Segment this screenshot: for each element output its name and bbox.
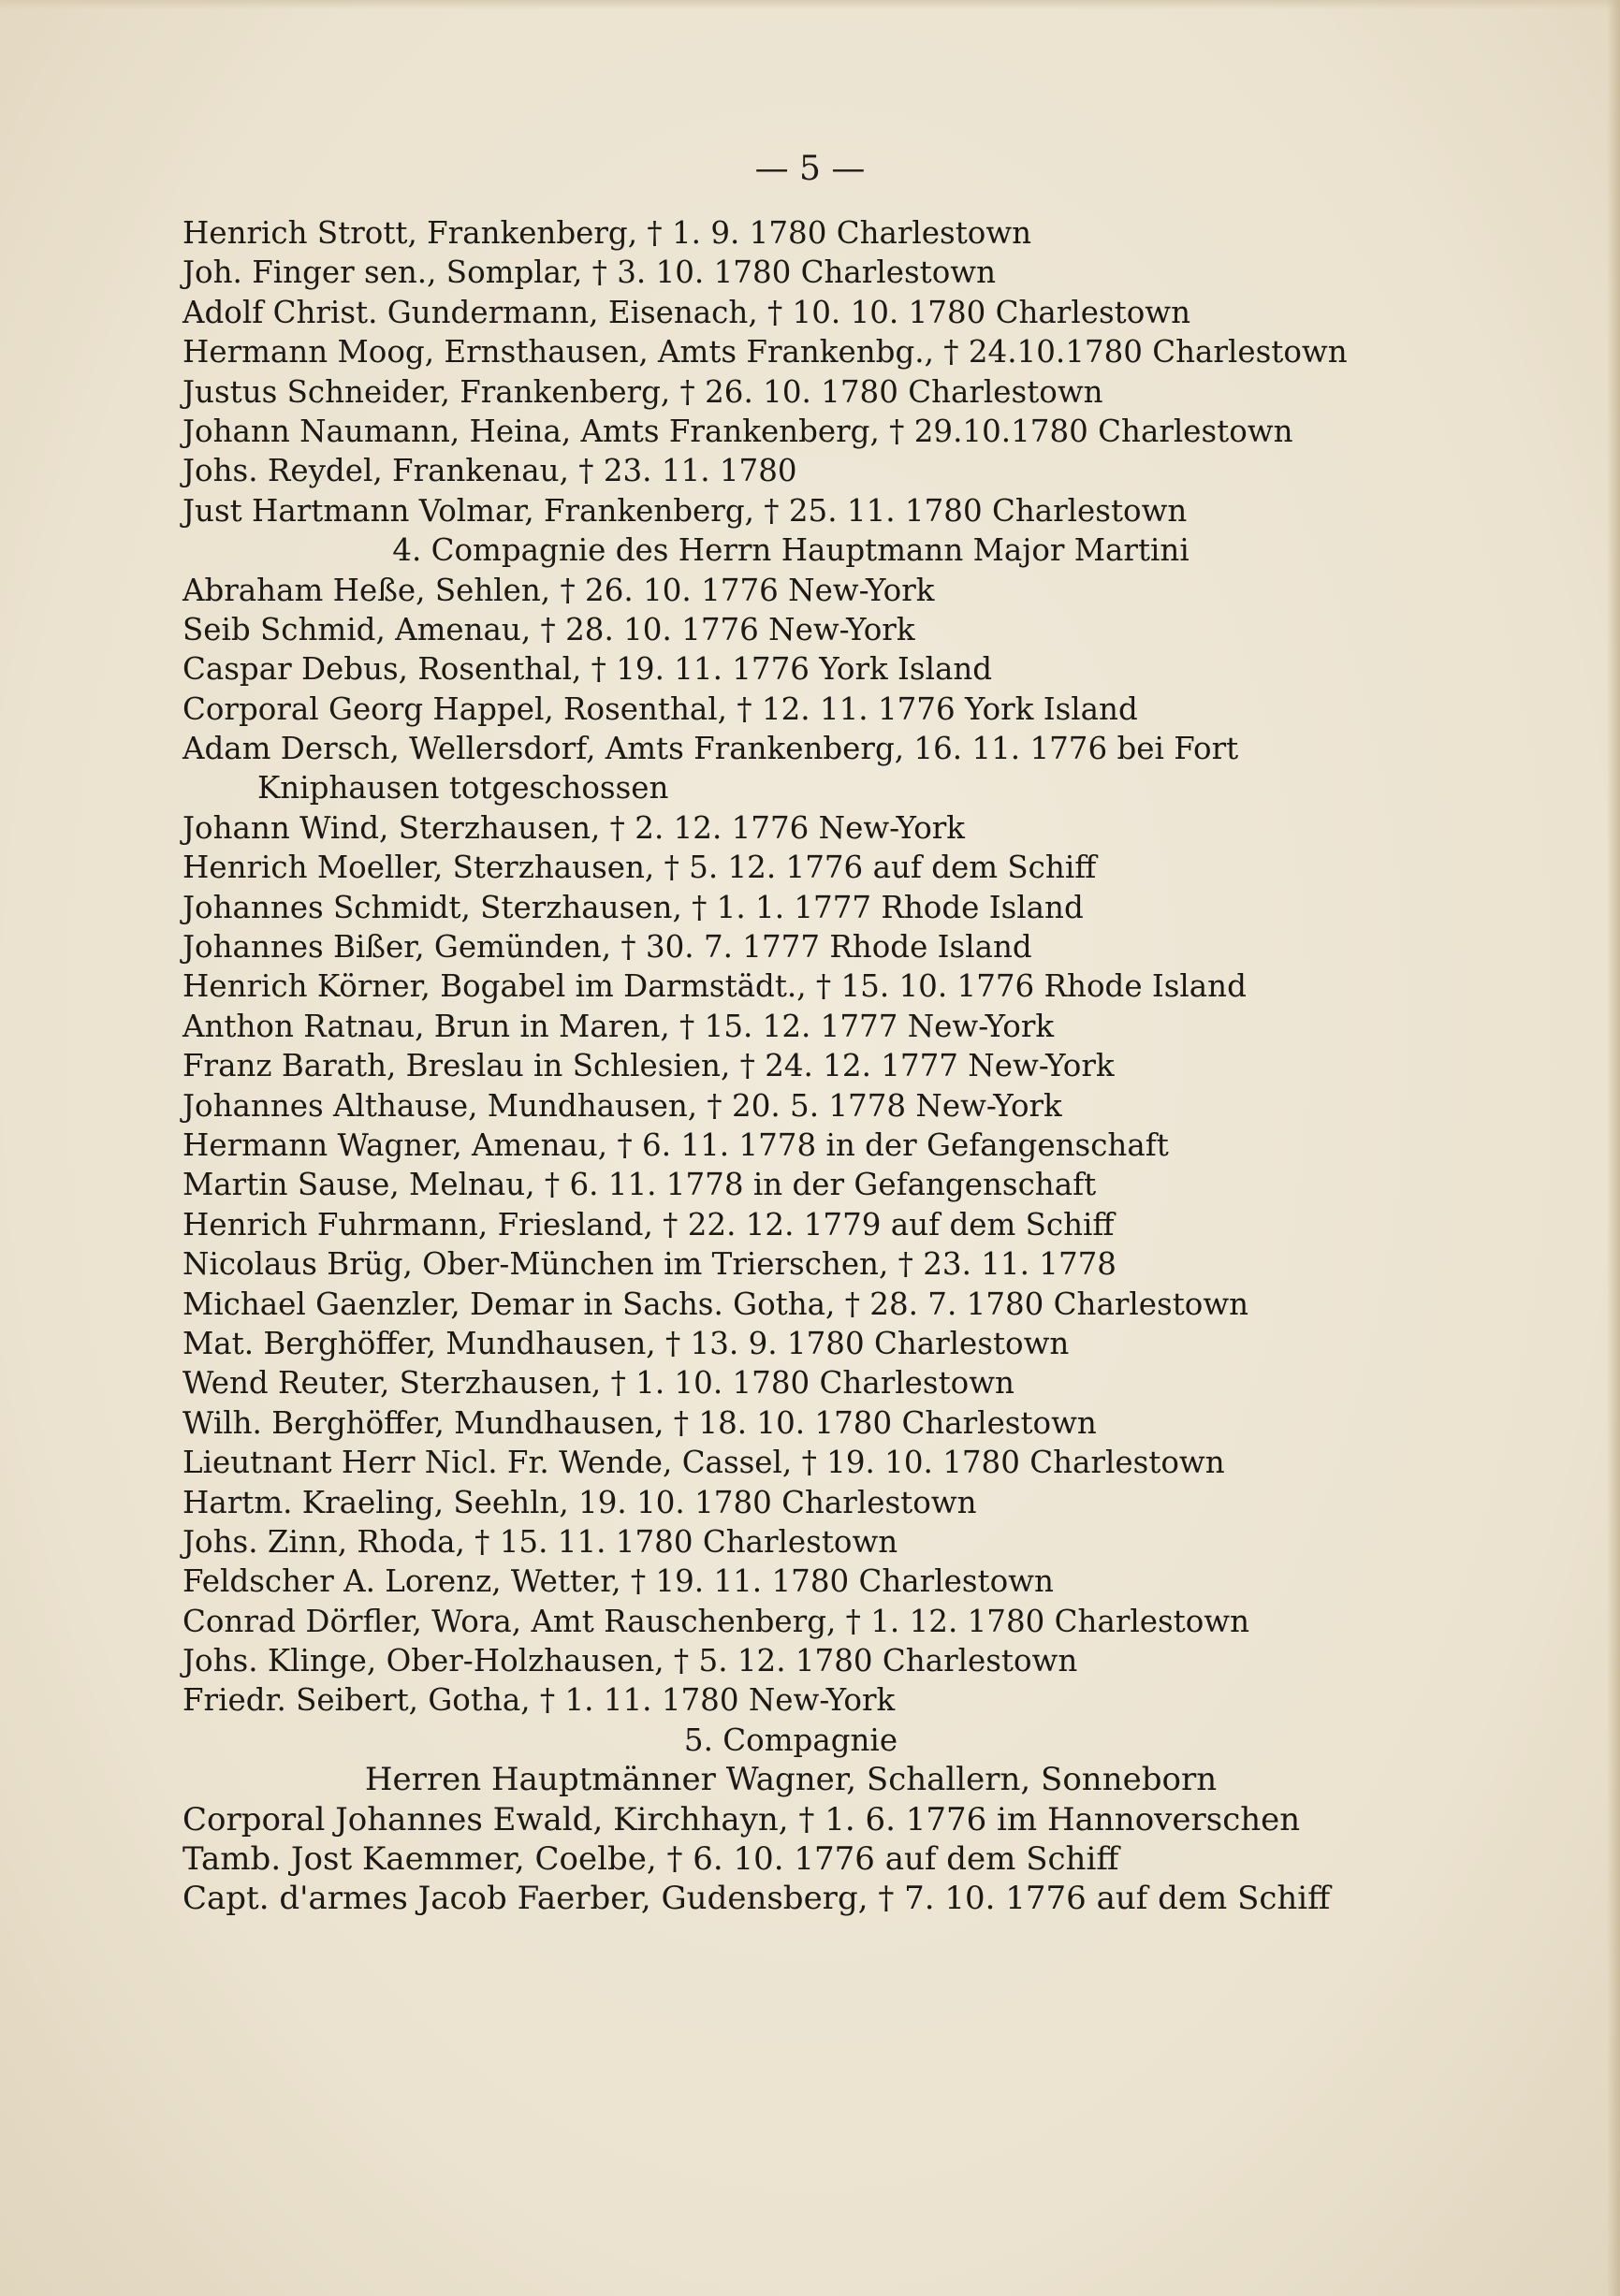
roster-entry: Henrich Strott, Frankenberg, † 1. 9. 1780 Charlestown [182,215,1032,251]
roster-entry: Johannes Bißer, Gemünden, † 30. 7. 1777 Rhode Island [182,929,1032,966]
roster-entry: Abraham Heße, Sehlen, † 26. 10. 1776 New-York [182,572,935,608]
roster-entry: Johannes Schmidt, Sterzhausen, † 1. 1. 1777 Rhode Island [182,889,1084,925]
roster-entry: Adam Dersch, Wellersdorf, Amts Frankenberg, 16. 11. 1776 bei Fort [182,731,1239,767]
roster-entry: Corporal Johannes Ewald, Kirchhayn, † 1. 6. 1776 im Hannoverschen [182,1800,1301,1838]
roster-entry: Martin Sause, Melnau, † 6. 11. 1778 in der Gefangenschaft [182,1167,1097,1203]
roster-entry: Friedr. Seibert, Gotha, † 1. 11. 1780 New-York [182,1682,896,1719]
roster-entry: Joh. Finger sen., Somplar, † 3. 10. 1780 Charlestown [182,254,997,291]
roster-entry: Johs. Klinge, Ober-Holzhausen, † 5. 12. 1780 Charlestown [182,1643,1078,1679]
roster-entry: Lieutnant Herr Nicl. Fr. Wende, Cassel, † 19. 10. 1780 Charlestown [182,1445,1225,1481]
roster-entry: Henrich Moeller, Sterzhausen, † 5. 12. 1776 auf dem Schiff [182,850,1097,886]
roster-entry: Anthon Ratnau, Brun in Maren, † 15. 12. 1777 New-York [182,1008,1055,1044]
roster-entry: Mat. Berghöffer, Mundhausen, † 13. 9. 1780 Charlestown [182,1325,1070,1361]
roster-entry: Johann Wind, Sterzhausen, † 2. 12. 1776 New-York [182,809,965,846]
roster-entry: Feldscher A. Lorenz, Wetter, † 19. 11. 1780 Charlestown [182,1563,1054,1600]
page-number: — 5 — [754,150,866,188]
roster-entry: Johannes Althause, Mundhausen, † 20. 5. 1778 New-York [182,1087,1062,1124]
roster-text [182,213,1399,1919]
roster-entry: Michael Gaenzler, Demar in Sachs. Gotha, † 28. 7. 1780 Charlestown [182,1286,1249,1322]
roster-entry: Henrich Körner, Bogabel im Darmstädt., † 15. 10. 1776 Rhode Island [182,968,1247,1005]
roster-entry: Franz Barath, Breslau in Schlesien, † 24. 12. 1777 New-York [182,1048,1115,1084]
roster-entry: Nicolaus Brüg, Ober-München im Trierschen, † 23. 11. 1778 [182,1246,1116,1283]
roster-entry: Caspar Debus, Rosenthal, † 19. 11. 1776 York Island [182,651,993,688]
roster-entry: Johann Naumann, Heina, Amts Frankenberg, † 29.10.1780 Charlestown [182,413,1293,449]
roster-entry: Hermann Moog, Ernsthausen, Amts Frankenbg., † 24.10.1780 Charlestown [182,334,1348,371]
roster-entry: Wilh. Berghöffer, Mundhausen, † 18. 10. 1780 Charlestown [182,1404,1097,1441]
roster-entry: Henrich Fuhrmann, Friesland, † 22. 12. 1779 auf dem Schiff [182,1206,1115,1242]
roster-entry: Hartm. Kraeling, Seehln, 19. 10. 1780 Charlestown [182,1484,977,1520]
page-edge-top [0,0,1620,9]
company-5-heading: 5. Compagnie [683,1722,898,1758]
roster-entry: Johs. Zinn, Rhoda, † 15. 11. 1780 Charlestown [182,1523,898,1560]
roster-entry: Tamb. Jost Kaemmer, Coelbe, † 6. 10. 1776 auf dem Schiff [182,1840,1119,1879]
roster-entry: Seib Schmid, Amenau, † 28. 10. 1776 New-York [182,611,915,647]
company-4-heading: 4. Compagnie des Herrn Hauptmann Major Martini [392,532,1189,569]
roster-entry: Just Hartmann Volmar, Frankenberg, † 25. 11. 1780 Charlestown [182,492,1188,529]
roster-entry: Wend Reuter, Sterzhausen, † 1. 10. 1780 Charlestown [182,1365,1014,1402]
page-edge-right [1607,0,1620,2296]
roster-entry: Corporal Georg Happel, Rosenthal, † 12. 11. 1776 York Island [182,690,1138,727]
roster-entry: Conrad Dörfler, Wora, Amt Rauschenberg, † 1. 12. 1780 Charlestown [182,1603,1250,1639]
roster-entry-continuation: Kniphausen totgeschossen [257,770,669,807]
roster-entry: Hermann Wagner, Amenau, † 6. 11. 1778 in der Gefangenschaft [182,1126,1169,1163]
roster-entry: Johs. Reydel, Frankenau, † 23. 11. 1780 [182,453,797,489]
company-5-officers: Herren Hauptmänner Wagner, Schallern, Sonneborn [364,1761,1218,1799]
roster-entry: Adolf Christ. Gundermann, Eisenach, † 10. 10. 1780 Charlestown [182,294,1191,330]
roster-entry: Capt. d'armes Jacob Faerber, Gudensberg, † 7. 10. 1776 auf dem Schiff [182,1880,1331,1918]
roster-entry: Justus Schneider, Frankenberg, † 26. 10. 1780 Charlestown [182,373,1103,410]
